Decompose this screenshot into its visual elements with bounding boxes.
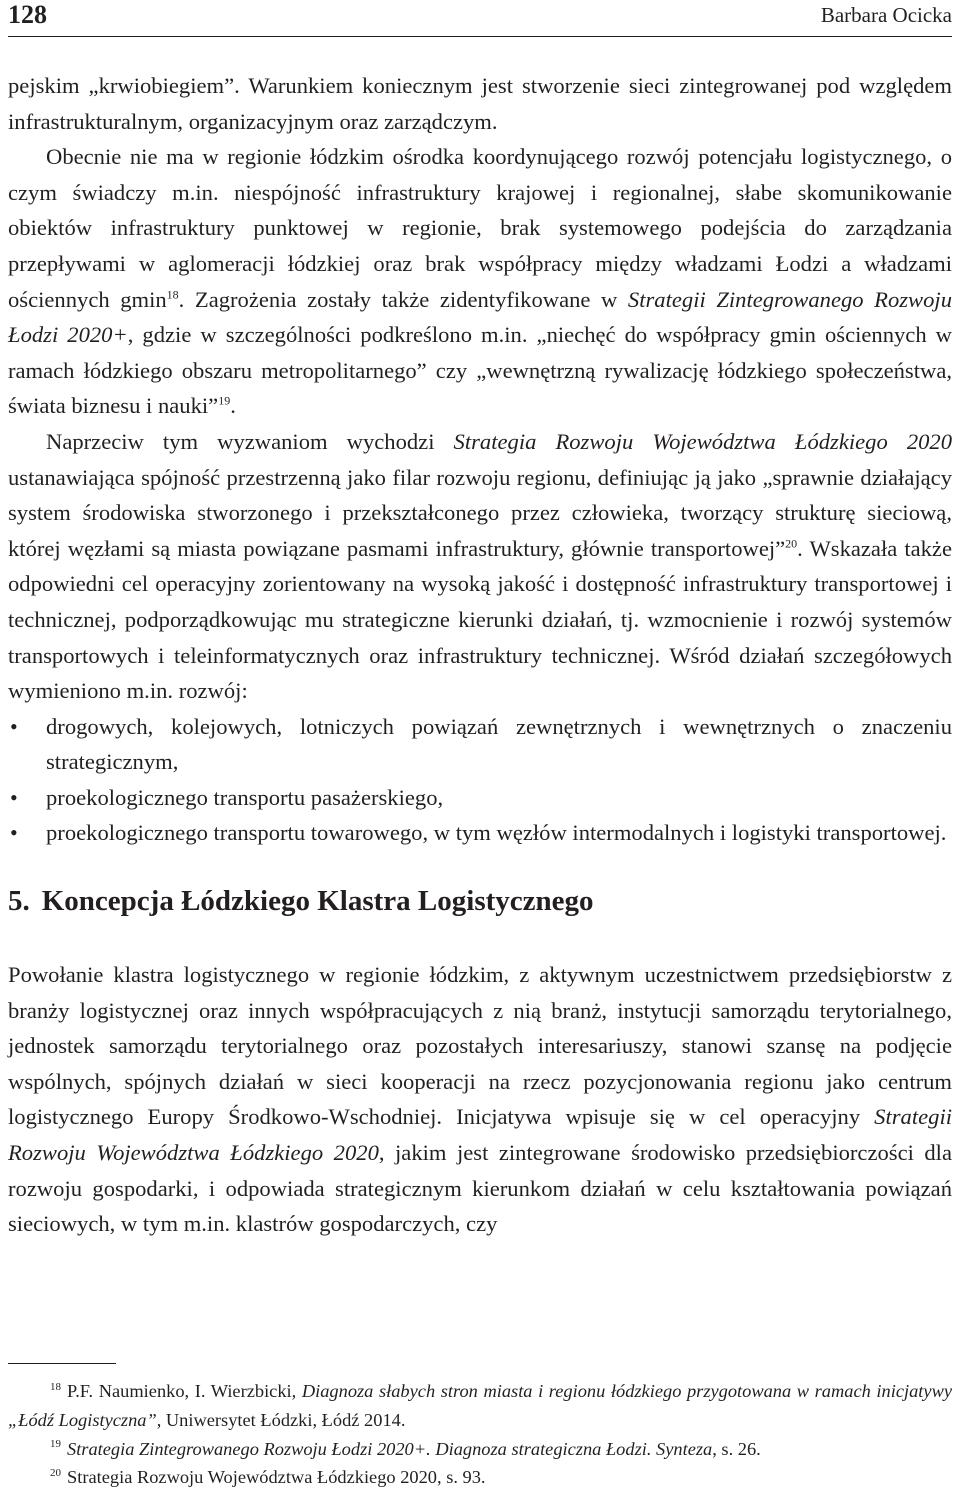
footnote-text: P.F. Naumienko, I. Wierzbicki, [67, 1381, 302, 1401]
footnote-19 [8, 1435, 952, 1464]
footnote-number: 19 [50, 1438, 61, 1451]
section-heading [8, 881, 952, 921]
bullet-list [8, 709, 952, 851]
paragraph-1-text: pejskim „krwiobiegiem”. Warunkiem koniecznym jest stworzenie sieci zintegrowanej pod względem infrastrukturalnym, organizacyjnym oraz zarządczym. [8, 73, 952, 134]
footnote-separator [8, 1363, 116, 1364]
list-item [8, 709, 952, 780]
section-title: Koncepcja Łódzkiego Klastra Logistycznego [41, 885, 594, 918]
paragraph-4 [8, 957, 952, 1242]
paragraph-2-text-a: Obecnie nie ma w regionie łódzkim ośrodka koordynującego rozwój potencjału logistycznego, o czym świadczy m.in. niespójność infrastruktury krajowej i regionalnej, słabe skomunikowanie obiektów infrastruktury punktowej w regionie, brak systemowego podejścia do zarządzania przepływami w aglomeracji łódzkiej oraz brak współpracy między władzami Łodzi a władzami ościennych gmin [8, 144, 952, 312]
paragraph-2 [8, 139, 952, 424]
footnote-ref-19[interactable]: 19 [218, 393, 231, 408]
footnote-20 [8, 1463, 952, 1492]
bullet-icon: • [10, 713, 18, 739]
footnote-italic-title: Diagnoza słabych stron miasta i regionu łódzkiego przygotowana w ramach inicjatywy „Łódź Logistyczna” [8, 1381, 952, 1430]
section-number: 5. [8, 885, 30, 918]
paragraph-2-italic-title: Strategii Zintegrowanego Rozwoju Łodzi 2020+ [8, 286, 953, 348]
paragraph-2-text-d: . [230, 393, 236, 419]
list-item-text: proekologicznego transportu towarowego, w tym węzłów intermodalnych i logistyki transportowej. [46, 820, 947, 846]
paragraph-3-text-a: Naprzeciw tym wyzwaniom wychodzi [46, 428, 454, 454]
paragraph-2-text-c: , gdzie w szczególności podkreślono m.in. „niechęć do współpracy gmin ościennych w ramach łódzkiego obszaru metropolitarnego” czy „wewnętrzną rywalizację łódzkiego społeczeństwa, świata biznesu i nauki” [8, 322, 952, 419]
footnote-number: 18 [50, 1380, 61, 1393]
paragraph-3 [8, 424, 952, 709]
footnote-18 [8, 1377, 952, 1435]
paragraph-1 [8, 68, 952, 139]
footnote-italic-title: Strategia Zintegrowanego Rozwoju Łodzi 2020+. Diagnoza strategiczna Łodzi. Synteza [67, 1438, 713, 1459]
bullet-icon: • [10, 820, 18, 846]
list-item-text: drogowych, kolejowych, lotniczych powiązań zewnętrznych i wewnętrznych o znaczeniu strategicznym, [46, 713, 952, 775]
list-item-text: proekologicznego transportu pasażerskiego, [46, 784, 444, 810]
footnote-text-tail: , Uniwersytet Łódzki, Łódź 2014. [156, 1409, 406, 1430]
footnotes [8, 1377, 952, 1492]
paragraph-4-text-a: Powołanie klastra logistycznego w regionie łódzkim, z aktywnym uczestnictwem przedsiębiorstw z branży logistycznej oraz innych współpracujących z nią branż, instytucji samorządu terytorialnego, jednostek samorządu terytorialnego oraz pozostałych interesariuszy, stanowi szansę na podjęcie wspólnych, spójnych działań w sieci kooperacji na rzecz pozycjonowania regionu jako centrum logistycznego Europy Środkowo-Wschodniej. Inicjatywa wpisuje się w cel operacyjny [8, 962, 952, 1130]
footnote-ref-18[interactable]: 18 [166, 287, 179, 302]
bullet-icon: • [10, 784, 18, 810]
footnote-number: 20 [50, 1467, 61, 1480]
paragraph-3-italic-title: Strategia Rozwoju Województwa Łódzkiego 2020 [453, 428, 953, 454]
list-item [8, 815, 952, 851]
running-header-author: Barbara Ocicka [820, 3, 952, 27]
body-text [8, 68, 952, 1242]
footnote-text: Strategia Rozwoju Województwa Łódzkiego 2020, s. 93. [67, 1467, 486, 1488]
paragraph-2-text-b: . Zagrożenia zostały także zidentyfikowane w [178, 286, 628, 312]
footnote-text-tail: , s. 26. [712, 1438, 761, 1459]
list-item [8, 780, 952, 816]
paragraph-3-text-c: . Wskazała także odpowiedni cel operacyjny zorientowany na wysoką jakość i dostępność infrastruktury transportowej i technicznej, podporządkowując mu strategiczne kierunki działań, tj. wzmocnienie i rozwój systemów transportowych i teleinformatycznych oraz infrastruktury technicznej. Wśród działań szczegółowych wymieniono m.in. rozwój: [8, 535, 952, 704]
paragraph-4-italic-title: Strategii Rozwoju Województwa Łódzkiego 2020 [8, 1104, 952, 1166]
page-number: 128 [8, 0, 47, 29]
paragraph-4-text-b: , jakim jest zintegrowane środowisko przedsiębiorczości dla rozwoju gospodarki, i odpowiada strategicznym kierunkom działań w celu kształtowania powiązań sieciowych, w tym m.in. klastrów gospodarczych, czy [8, 1140, 952, 1237]
running-header [8, 0, 952, 37]
footnote-ref-20[interactable]: 20 [785, 536, 798, 551]
paragraph-3-text-b: ustanawiająca spójność przestrzenną jako filar rozwoju regionu, definiując ją jako „sprawnie działający system środowiska stworzonego i przekształconego przez człowieka, tworzący strukturę sieciową, której węzłami są miasta powiązane pasmami infrastruktury, głównie transportowej” [8, 464, 952, 561]
